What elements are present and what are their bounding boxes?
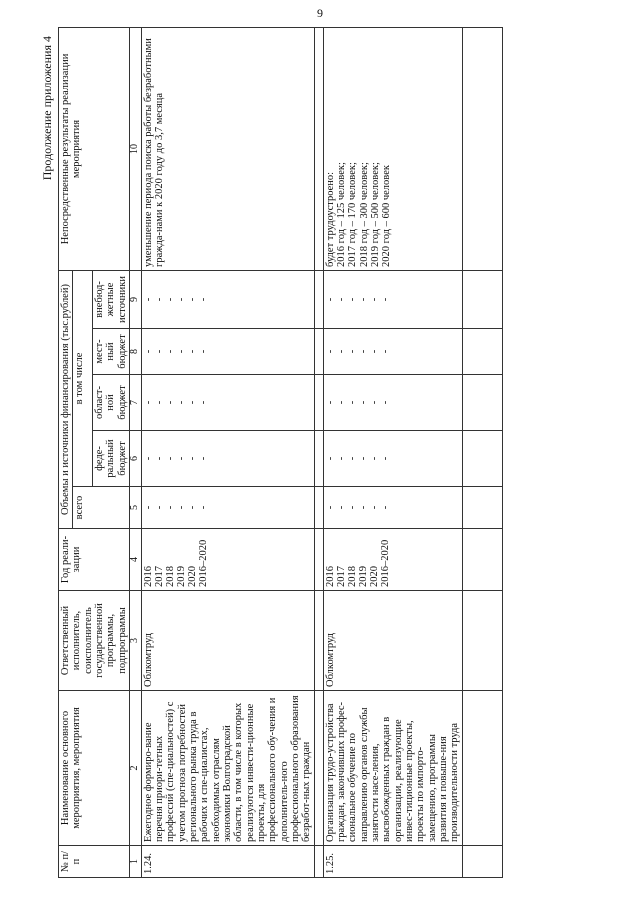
dash-value: - [335,400,347,405]
dash-value: - [164,297,176,302]
dash-value: - [335,297,347,302]
program-table [58,27,503,878]
dash-value: - [335,349,347,354]
header-local: мест-ный бюджет [92,329,129,375]
dash-value: - [186,400,198,405]
dash-value: - [379,400,391,405]
dash-value: - [142,505,154,510]
table-row [141,27,314,877]
dash-value: - [186,349,198,354]
dash-value: - [346,349,358,354]
local-values [141,329,314,375]
index-cell: 3 [129,591,141,691]
dash-value: - [197,349,209,354]
dash-value: - [142,456,154,461]
header-incl: в том числе [73,270,93,486]
dash-value: - [186,456,198,461]
dash-value: - [379,349,391,354]
index-cell: 10 [129,27,141,270]
appendix-title: Продолжение приложения 4 [40,36,54,181]
federal-values [323,431,462,487]
header-executor: Ответственный исполнитель, соисполнитель государственной программы, подпрограммы [59,591,130,691]
dash-value: - [197,456,209,461]
index-cell: 9 [129,270,141,328]
row-executor: Облкомтруд [323,591,462,691]
index-cell: 6 [129,431,141,487]
dash-value: - [197,297,209,302]
dash-value: - [346,505,358,510]
dash-value: - [153,297,165,302]
dash-value: - [357,400,369,405]
dash-value: - [357,349,369,354]
index-row [129,27,141,877]
row-num: 1.24. [141,846,314,878]
dash-value: - [335,505,347,510]
row-name: Ежегодное формиро-вание перечня приори-тетных профессий (спе-циальностей) с учетом прогноза потребностей регионального рынка труда в рабочих и спе-циалистах, необходимых отраслям экономики Волгоградской области, в том числе в которых реализуются инвести-ционные проекты, для профессионального обу-чения и дополнитель-ного профессионального образования безработ-ных граждан [141,691,314,846]
result-line: 2017 год – 170 человек; [347,162,359,267]
year: 2019 [357,566,369,587]
dash-value: - [164,505,176,510]
year: 2016–2020 [197,539,209,587]
dash-value: - [357,297,369,302]
year: 2016 [324,566,336,587]
year: 2016–2020 [379,539,391,587]
year: 2019 [175,566,187,587]
regional-values [141,375,314,431]
dash-value: - [142,349,154,354]
dash-value: - [186,505,198,510]
result-line: 2019 год – 500 человек; [370,162,381,267]
dash-value: - [197,505,209,510]
index-cell: 2 [129,691,141,846]
dash-value: - [368,297,380,302]
dash-value: - [324,456,336,461]
dash-value: - [142,297,154,302]
federal-values [141,431,314,487]
dash-value: - [164,400,176,405]
header-year: Год реали-зации [59,529,130,591]
row-result [323,27,462,270]
row-executor: Облкомтруд [141,591,314,691]
result-line: будет трудоустроено: [324,171,336,267]
dash-value: - [175,400,187,405]
header-num: № п/п [59,846,130,878]
dash-value: - [324,505,336,510]
dash-value: - [357,505,369,510]
header-row [59,27,73,877]
dash-value: - [324,349,336,354]
rotated-sheet [40,28,578,878]
dash-value: - [368,349,380,354]
header-offbudget: внебюд-жетные источники [92,270,129,328]
result-line: 2018 год – 300 человек; [358,162,370,267]
index-cell: 1 [129,846,141,878]
index-cell: 8 [129,329,141,375]
offbudget-values [323,270,462,328]
header-results: Непосредственные результаты реализации мероприятия [59,27,130,270]
dash-value: - [153,505,165,510]
dash-value: - [324,400,336,405]
dash-value: - [175,456,187,461]
dash-value: - [197,400,209,405]
page-number: 9 [317,6,323,20]
offbudget-values [141,270,314,328]
header-regional: област-ной бюджет [92,375,129,431]
dash-value: - [368,400,380,405]
dash-value: - [324,297,336,302]
dash-value: - [164,456,176,461]
index-cell: 5 [129,487,141,529]
table-row [323,27,462,877]
index-cell: 7 [129,375,141,431]
year: 2020 [368,566,380,587]
dash-value: - [153,400,165,405]
row-years [323,529,462,591]
year: 2018 [164,566,176,587]
dash-value: - [346,400,358,405]
dash-value: - [186,297,198,302]
dash-value: - [175,349,187,354]
dash-value: - [346,297,358,302]
year: 2017 [153,566,165,587]
index-cell: 4 [129,529,141,591]
year: 2016 [142,566,154,587]
dash-value: - [153,349,165,354]
year: 2017 [335,566,347,587]
header-funding: Объемы и источники финансирования (тыс.рублей) [59,270,73,528]
dash-value: - [368,505,380,510]
dash-value: - [379,297,391,302]
year: 2020 [186,566,198,587]
dash-value: - [368,456,380,461]
row-num: 1.25. [323,846,462,878]
dash-value: - [175,505,187,510]
total-values [323,487,462,529]
dash-value: - [175,297,187,302]
dash-value: - [357,456,369,461]
result-line: 2020 год – 600 человек [381,165,393,267]
local-values [323,329,462,375]
regional-values [323,375,462,431]
dash-value: - [379,456,391,461]
dash-value: - [379,505,391,510]
dash-value: - [142,400,154,405]
dash-value: - [164,349,176,354]
header-total: всего [73,487,130,529]
dash-value: - [335,456,347,461]
header-federal: феде-ральный бюджет [92,431,129,487]
header-name: Наименование основного мероприятия, мероприятия [59,691,130,846]
total-values [141,487,314,529]
row-name: Организация трудо-устройства граждан, закончивших профес-сиональное обучение по направлению органов службы занятости насе-ления, высвобожденных граждан в организации, реализующие инвес-тиционные проекты, проекты по импорто-замещению, программы развития и повыше-ния производительности труда [323,691,462,846]
row-years [141,529,314,591]
result-line: 2016 год – 125 человек; [336,162,348,267]
row-result: уменьшение периода поиска работы безработными гражда-нами к 2020 году до 3,7 месяца [141,27,314,270]
dash-value: - [153,456,165,461]
dash-value: - [346,456,358,461]
year: 2018 [346,566,358,587]
